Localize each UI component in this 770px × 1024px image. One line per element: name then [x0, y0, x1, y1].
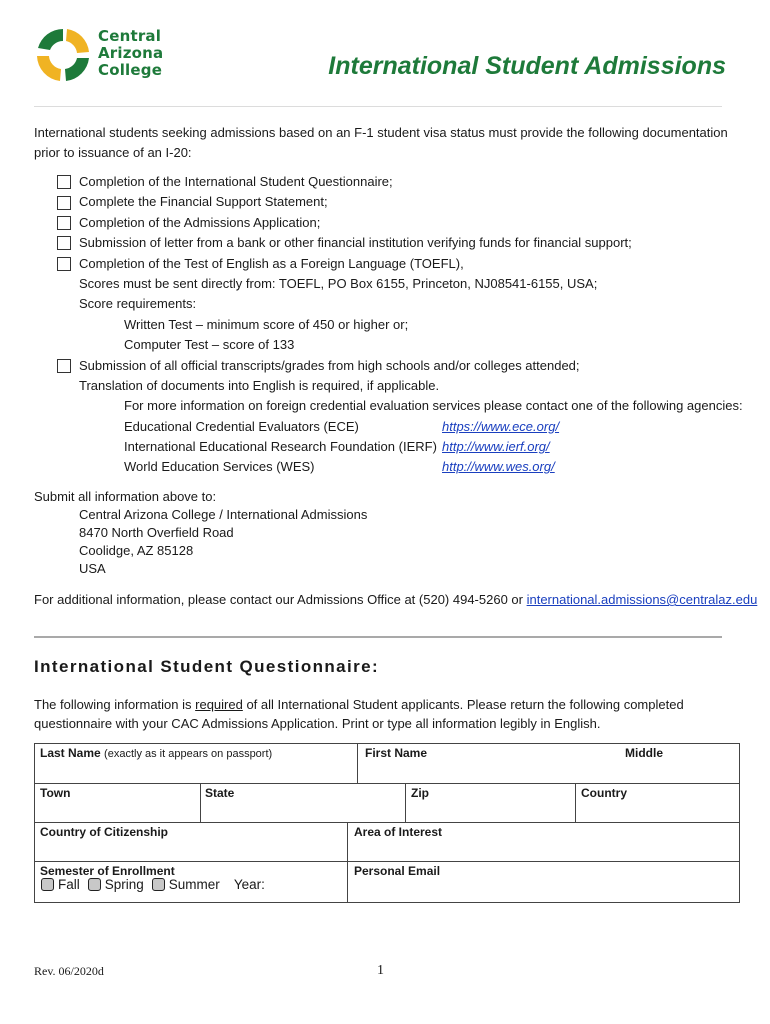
checkbox[interactable]	[57, 216, 71, 230]
town-field[interactable]: Town	[40, 786, 71, 800]
contact-line	[34, 590, 757, 610]
summer-radio[interactable]	[152, 878, 165, 891]
list-item-text: Submission of letter from a bank or other financial institution verifying funds for financial support;	[79, 235, 632, 251]
semester-options	[39, 877, 265, 892]
address-line: USA	[79, 561, 106, 576]
address-line: Central Arizona College / International Admissions	[79, 507, 368, 522]
required-text: required	[195, 697, 243, 712]
spring-label: Spring	[104, 877, 144, 892]
list-item-text: Complete the Financial Support Statement;	[79, 194, 328, 210]
first-name-field[interactable]: First Name	[365, 746, 428, 760]
fall-radio[interactable]	[41, 878, 54, 891]
list-item	[57, 233, 743, 253]
form-col-divider	[357, 744, 358, 783]
list-item	[57, 172, 743, 192]
address-line: 8470 North Overfield Road	[79, 525, 234, 540]
contact-email-link[interactable]: international.admissions@centralaz.edu	[526, 592, 758, 607]
list-item	[57, 356, 743, 376]
mailing-address	[79, 506, 367, 578]
checkbox[interactable]	[57, 257, 71, 271]
agency-name: World Education Services (WES)	[124, 459, 315, 475]
form-col-divider	[575, 783, 576, 822]
address-line: Coolidge, AZ 85128	[79, 543, 194, 558]
questionnaire-intro	[34, 695, 734, 733]
header-divider	[34, 106, 722, 107]
zip-field[interactable]: Zip	[411, 786, 429, 800]
semester-label: Semester of Enrollment	[40, 864, 175, 878]
agency-link[interactable]: http://www.wes.org/	[442, 459, 555, 475]
intro-paragraph: International students seeking admissions based on an F-1 student visa status must provide the following documentation prior to issuance of an I-20:	[34, 125, 728, 160]
logo-line-1: Central	[98, 27, 162, 45]
country-field[interactable]: Country	[581, 786, 627, 800]
summer-label: Summer	[168, 877, 220, 892]
page-title: International Student Admissions	[328, 52, 726, 80]
last-name-label: Last Name	[40, 746, 101, 760]
agency-row	[57, 417, 743, 437]
list-item-text: Completion of the Admissions Application;	[79, 214, 321, 230]
revision-label: Rev. 06/2020d	[34, 964, 104, 978]
form-col-divider	[405, 783, 406, 822]
translation-note: Translation of documents into English is required, if applicable.	[79, 377, 440, 393]
section-divider	[34, 636, 722, 638]
last-name-note: (exactly as it appears on passport)	[104, 748, 273, 760]
area-of-interest-field[interactable]: Area of Interest	[354, 825, 443, 839]
agency-link[interactable]: https://www.ece.org/	[442, 418, 560, 434]
logo-line-3: College	[98, 61, 163, 79]
intro-text: of all International Student applicants. Please return the following completed questionnaire with your CAC Admissions Application. Print or type all information legibly in English.	[34, 697, 684, 731]
checkbox[interactable]	[57, 236, 71, 250]
list-item-text: Completion of the International Student Questionnaire;	[79, 174, 393, 189]
personal-email-field[interactable]: Personal Email	[354, 864, 441, 878]
questionnaire-title: International Student Questionnaire:	[34, 657, 380, 676]
form-row-divider	[35, 783, 739, 784]
agency-link[interactable]: http://www.ierf.org/	[442, 439, 550, 455]
fall-label: Fall	[58, 877, 80, 892]
list-item	[57, 213, 743, 233]
form-row-divider	[35, 822, 739, 823]
agencies-intro: For more information on foreign credential evaluation services please contact one of the following agencies:	[124, 398, 743, 414]
toefl-scores-sent: Scores must be sent directly from: TOEFL, PO Box 6155, Princeton, NJ08541-6155, USA;	[79, 275, 598, 291]
intro-text: The following information is	[34, 697, 196, 712]
form-col-divider	[200, 783, 201, 822]
toefl-written: Written Test – minimum score of 450 or higher or;	[124, 316, 409, 332]
list-item-text: Submission of all official transcripts/grades from high schools and/or colleges attended;	[79, 357, 580, 373]
spring-radio[interactable]	[88, 878, 101, 891]
checkbox[interactable]	[57, 359, 71, 373]
middle-name-field[interactable]: Middle	[625, 746, 663, 760]
form-col-divider	[347, 822, 348, 903]
state-field[interactable]: State	[205, 786, 235, 800]
form-row-divider	[35, 861, 739, 862]
list-item	[57, 254, 743, 274]
year-field[interactable]: Year:	[233, 877, 265, 892]
agency-name: Educational Credential Evaluators (ECE)	[124, 418, 359, 434]
list-item-text: Completion of the Test of English as a Foreign Language (TOEFL),	[79, 255, 464, 271]
questionnaire-form	[34, 743, 740, 903]
last-name-field[interactable]	[40, 746, 272, 760]
list-item	[57, 192, 743, 212]
requirements-list	[57, 172, 743, 478]
checkbox[interactable]	[57, 196, 71, 210]
agency-row	[57, 437, 743, 457]
toefl-requirements-label: Score requirements:	[79, 296, 197, 312]
logo-emblem-icon	[34, 26, 92, 84]
agency-row	[57, 457, 743, 477]
citizenship-field[interactable]: Country of Citizenship	[40, 825, 168, 839]
college-logo	[34, 26, 184, 86]
page-number: 1	[377, 963, 384, 978]
contact-text: For additional information, please contact our Admissions Office at (520) 494-5260 or	[34, 592, 527, 607]
submit-label: Submit all information above to:	[34, 489, 217, 504]
logo-line-2: Arizona	[98, 44, 164, 62]
checkbox[interactable]	[57, 175, 71, 189]
agency-name: International Educational Research Foundation (IERF)	[124, 439, 437, 455]
toefl-computer: Computer Test – score of 133	[124, 337, 295, 353]
